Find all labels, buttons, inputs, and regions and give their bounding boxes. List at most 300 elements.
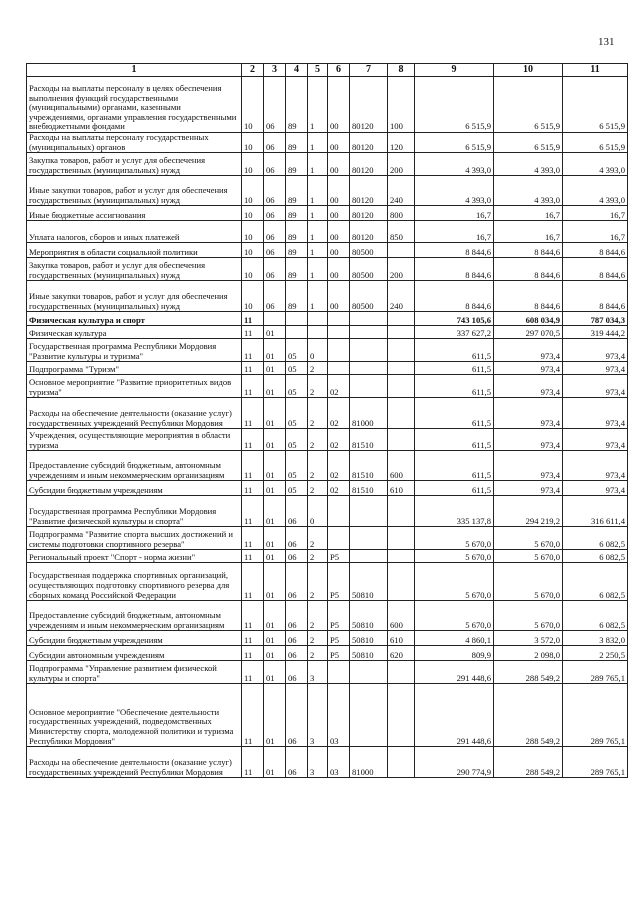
value-11-cell: 316 611,4 xyxy=(563,496,628,527)
code-2-cell: 11 xyxy=(242,631,264,646)
code-4-cell: 06 xyxy=(286,684,308,747)
code-3-cell: 06 xyxy=(264,281,286,312)
value-11-cell: 6 082,5 xyxy=(563,601,628,631)
value-11-cell: 289 765,1 xyxy=(563,684,628,747)
value-11-cell: 973,4 xyxy=(563,429,628,451)
code-2-cell: 11 xyxy=(242,601,264,631)
code-8-cell xyxy=(388,661,415,684)
value-9-cell: 16,7 xyxy=(415,221,494,243)
code-8-cell: 120 xyxy=(388,133,415,153)
code-8-cell: 800 xyxy=(388,206,415,221)
code-6-cell: 00 xyxy=(328,258,350,281)
value-9-cell: 290 774,9 xyxy=(415,747,494,778)
code-2-cell: 11 xyxy=(242,339,264,362)
code-2-cell: 11 xyxy=(242,398,264,429)
code-2-cell: 10 xyxy=(242,133,264,153)
code-5-cell: 2 xyxy=(308,398,328,429)
code-6-cell: 00 xyxy=(328,77,350,133)
value-11-cell: 6 515,9 xyxy=(563,77,628,133)
value-10-cell: 288 549,2 xyxy=(494,684,563,747)
code-5-cell: 1 xyxy=(308,221,328,243)
code-8-cell: 850 xyxy=(388,221,415,243)
value-11-cell: 973,4 xyxy=(563,481,628,496)
code-4-cell: 89 xyxy=(286,221,308,243)
code-6-cell: 02 xyxy=(328,375,350,398)
row-name-cell: Учреждения, осуществляющие мероприятия в области туризма xyxy=(27,429,242,451)
code-8-cell xyxy=(388,527,415,550)
code-3-cell: 06 xyxy=(264,258,286,281)
row-name-cell: Подпрограмма "Развитие спорта высших достижений и системы подготовки спортивного резерва" xyxy=(27,527,242,550)
code-3-cell: 01 xyxy=(264,747,286,778)
value-11-cell: 6 082,5 xyxy=(563,563,628,601)
value-11-cell: 973,4 xyxy=(563,398,628,429)
code-6-cell: 02 xyxy=(328,451,350,481)
code-5-cell: 2 xyxy=(308,646,328,661)
code-8-cell xyxy=(388,563,415,601)
code-2-cell: 10 xyxy=(242,221,264,243)
code-5-cell: 3 xyxy=(308,684,328,747)
code-3-cell: 06 xyxy=(264,77,286,133)
code-4-cell: 06 xyxy=(286,496,308,527)
code-5-cell: 2 xyxy=(308,429,328,451)
code-6-cell xyxy=(328,339,350,362)
code-2-cell: 10 xyxy=(242,176,264,206)
code-6-cell: P5 xyxy=(328,601,350,631)
code-7-cell xyxy=(350,339,388,362)
code-3-cell: 01 xyxy=(264,646,286,661)
code-7-cell: 81000 xyxy=(350,747,388,778)
col-header: 10 xyxy=(494,64,563,77)
code-6-cell xyxy=(328,661,350,684)
row-name-cell: Физическая культура xyxy=(27,326,242,339)
value-10-cell: 2 098,0 xyxy=(494,646,563,661)
code-6-cell: 00 xyxy=(328,221,350,243)
value-10-cell: 4 393,0 xyxy=(494,153,563,176)
code-6-cell: 03 xyxy=(328,684,350,747)
code-7-cell xyxy=(350,312,388,326)
code-3-cell: 06 xyxy=(264,153,286,176)
code-4-cell: 89 xyxy=(286,153,308,176)
value-9-cell: 337 627,2 xyxy=(415,326,494,339)
code-7-cell xyxy=(350,527,388,550)
code-4-cell: 05 xyxy=(286,362,308,375)
table-row xyxy=(27,563,628,601)
value-10-cell: 297 070,5 xyxy=(494,326,563,339)
header-row xyxy=(27,64,628,77)
code-3-cell: 01 xyxy=(264,326,286,339)
code-2-cell: 11 xyxy=(242,326,264,339)
code-6-cell xyxy=(328,326,350,339)
code-5-cell: 1 xyxy=(308,258,328,281)
code-3-cell: 01 xyxy=(264,362,286,375)
row-name-cell: Субсидии автономным учреждениям xyxy=(27,646,242,661)
value-10-cell: 608 034,9 xyxy=(494,312,563,326)
value-9-cell: 5 670,0 xyxy=(415,550,494,563)
value-11-cell: 16,7 xyxy=(563,221,628,243)
code-5-cell: 1 xyxy=(308,77,328,133)
value-9-cell: 4 393,0 xyxy=(415,176,494,206)
code-2-cell: 11 xyxy=(242,481,264,496)
code-7-cell: 81510 xyxy=(350,451,388,481)
table-row xyxy=(27,77,628,133)
code-4-cell: 89 xyxy=(286,176,308,206)
row-name-cell: Предоставление субсидий бюджетным, автономным учреждениям и иным некоммерческим организациям xyxy=(27,451,242,481)
row-name-cell: Субсидии бюджетным учреждениям xyxy=(27,481,242,496)
code-3-cell: 01 xyxy=(264,339,286,362)
code-4-cell: 06 xyxy=(286,527,308,550)
row-name-cell: Расходы на выплаты персоналу в целях обеспечения выполнения функций государственными (муниципальными) органами, казенными учреждениями, органами управления государственными внебюджетными фондами xyxy=(27,77,242,133)
code-5-cell: 2 xyxy=(308,527,328,550)
code-7-cell: 81510 xyxy=(350,481,388,496)
code-2-cell: 11 xyxy=(242,550,264,563)
code-8-cell: 240 xyxy=(388,176,415,206)
code-7-cell: 80120 xyxy=(350,206,388,221)
code-4-cell: 89 xyxy=(286,281,308,312)
row-name-cell: Основное мероприятие "Развитие приоритетных видов туризма" xyxy=(27,375,242,398)
value-11-cell: 8 844,6 xyxy=(563,243,628,258)
col-header: 4 xyxy=(286,64,308,77)
code-6-cell: P5 xyxy=(328,631,350,646)
code-5-cell: 1 xyxy=(308,243,328,258)
table-row xyxy=(27,661,628,684)
code-6-cell xyxy=(328,312,350,326)
code-2-cell: 11 xyxy=(242,429,264,451)
code-8-cell xyxy=(388,375,415,398)
code-4-cell: 06 xyxy=(286,661,308,684)
code-8-cell xyxy=(388,684,415,747)
value-11-cell: 289 765,1 xyxy=(563,661,628,684)
code-7-cell: 50810 xyxy=(350,563,388,601)
value-9-cell: 8 844,6 xyxy=(415,258,494,281)
code-2-cell: 11 xyxy=(242,661,264,684)
code-4-cell: 05 xyxy=(286,339,308,362)
value-11-cell: 973,4 xyxy=(563,362,628,375)
code-4-cell: 06 xyxy=(286,646,308,661)
value-11-cell: 973,4 xyxy=(563,451,628,481)
table-row xyxy=(27,258,628,281)
value-11-cell: 6 515,9 xyxy=(563,133,628,153)
table-row xyxy=(27,631,628,646)
code-5-cell: 2 xyxy=(308,563,328,601)
value-11-cell: 16,7 xyxy=(563,206,628,221)
value-10-cell: 973,4 xyxy=(494,451,563,481)
code-2-cell: 10 xyxy=(242,281,264,312)
row-name-cell: Государственная поддержка спортивных организаций, осуществляющих подготовку спортивного резерва для сборных команд Российской Федерации xyxy=(27,563,242,601)
code-5-cell: 2 xyxy=(308,375,328,398)
value-10-cell: 288 549,2 xyxy=(494,661,563,684)
code-3-cell: 01 xyxy=(264,451,286,481)
row-name-cell: Основное мероприятие "Обеспечение деятельности государственных учреждений, подведомственных Министерству спорта, молодежной политики и туризма Республики Мордовия" xyxy=(27,684,242,747)
value-10-cell: 16,7 xyxy=(494,221,563,243)
value-10-cell: 3 572,0 xyxy=(494,631,563,646)
row-name-cell: Иные закупки товаров, работ и услуг для обеспечения государственных (муниципальных) нужд xyxy=(27,176,242,206)
code-3-cell: 06 xyxy=(264,133,286,153)
code-3-cell: 01 xyxy=(264,429,286,451)
code-3-cell: 01 xyxy=(264,550,286,563)
table-row xyxy=(27,221,628,243)
code-7-cell: 80120 xyxy=(350,153,388,176)
code-8-cell xyxy=(388,362,415,375)
code-6-cell xyxy=(328,362,350,375)
code-4-cell: 89 xyxy=(286,258,308,281)
code-4-cell: 05 xyxy=(286,375,308,398)
code-3-cell: 06 xyxy=(264,176,286,206)
value-9-cell: 809,9 xyxy=(415,646,494,661)
code-2-cell: 11 xyxy=(242,375,264,398)
value-9-cell: 611,5 xyxy=(415,362,494,375)
code-6-cell: P5 xyxy=(328,646,350,661)
code-7-cell: 80120 xyxy=(350,221,388,243)
code-4-cell: 05 xyxy=(286,398,308,429)
value-11-cell: 973,4 xyxy=(563,375,628,398)
row-name-cell: Региональный проект "Спорт - норма жизни" xyxy=(27,550,242,563)
code-6-cell: 00 xyxy=(328,206,350,221)
code-5-cell: 3 xyxy=(308,661,328,684)
value-9-cell: 611,5 xyxy=(415,481,494,496)
row-name-cell: Подпрограмма "Управление развитием физической культуры и спорта" xyxy=(27,661,242,684)
value-9-cell: 6 515,9 xyxy=(415,77,494,133)
code-8-cell xyxy=(388,339,415,362)
code-3-cell xyxy=(264,312,286,326)
value-9-cell: 4 860,1 xyxy=(415,631,494,646)
table-row xyxy=(27,243,628,258)
code-2-cell: 11 xyxy=(242,451,264,481)
col-header: 1 xyxy=(27,64,242,77)
value-11-cell: 973,4 xyxy=(563,339,628,362)
row-name-cell: Мероприятия в области социальной политики xyxy=(27,243,242,258)
table-row xyxy=(27,481,628,496)
code-7-cell: 81000 xyxy=(350,398,388,429)
code-5-cell: 0 xyxy=(308,496,328,527)
value-9-cell: 611,5 xyxy=(415,451,494,481)
page-number: 131 xyxy=(598,36,615,48)
table-row xyxy=(27,326,628,339)
table-row xyxy=(27,281,628,312)
value-10-cell: 288 549,2 xyxy=(494,747,563,778)
value-9-cell: 8 844,6 xyxy=(415,243,494,258)
value-11-cell: 319 444,2 xyxy=(563,326,628,339)
value-10-cell: 5 670,0 xyxy=(494,563,563,601)
row-name-cell: Физическая культура и спорт xyxy=(27,312,242,326)
table-row xyxy=(27,550,628,563)
table-row xyxy=(27,684,628,747)
code-8-cell xyxy=(388,398,415,429)
code-4-cell: 89 xyxy=(286,243,308,258)
code-3-cell: 01 xyxy=(264,496,286,527)
code-8-cell: 600 xyxy=(388,601,415,631)
code-5-cell: 1 xyxy=(308,153,328,176)
code-3-cell: 01 xyxy=(264,601,286,631)
value-9-cell: 611,5 xyxy=(415,339,494,362)
code-6-cell: 00 xyxy=(328,133,350,153)
code-8-cell: 610 xyxy=(388,631,415,646)
code-7-cell: 80500 xyxy=(350,243,388,258)
code-3-cell: 06 xyxy=(264,221,286,243)
table-row xyxy=(27,339,628,362)
row-name-cell: Закупка товаров, работ и услуг для обеспечения государственных (муниципальных) нужд xyxy=(27,153,242,176)
row-name-cell: Иные закупки товаров, работ и услуг для обеспечения государственных (муниципальных) нужд xyxy=(27,281,242,312)
value-11-cell: 8 844,6 xyxy=(563,281,628,312)
table-row xyxy=(27,398,628,429)
code-6-cell: 00 xyxy=(328,281,350,312)
code-5-cell: 3 xyxy=(308,747,328,778)
row-name-cell: Расходы на обеспечение деятельности (оказание услуг) государственных учреждений Республики Мордовия xyxy=(27,398,242,429)
col-header: 3 xyxy=(264,64,286,77)
value-10-cell: 4 393,0 xyxy=(494,176,563,206)
code-7-cell xyxy=(350,684,388,747)
row-name-cell: Закупка товаров, работ и услуг для обеспечения государственных (муниципальных) нужд xyxy=(27,258,242,281)
code-8-cell: 240 xyxy=(388,281,415,312)
col-header: 2 xyxy=(242,64,264,77)
code-7-cell: 81510 xyxy=(350,429,388,451)
code-5-cell: 2 xyxy=(308,451,328,481)
code-8-cell xyxy=(388,312,415,326)
code-2-cell: 11 xyxy=(242,684,264,747)
row-name-cell: Предоставление субсидий бюджетным, автономным учреждениям и иным некоммерческим организациям xyxy=(27,601,242,631)
row-name-cell: Расходы на выплаты персоналу государственных (муниципальных) органов xyxy=(27,133,242,153)
code-3-cell: 01 xyxy=(264,684,286,747)
code-5-cell: 2 xyxy=(308,481,328,496)
code-3-cell: 01 xyxy=(264,375,286,398)
table-row xyxy=(27,747,628,778)
code-4-cell: 05 xyxy=(286,451,308,481)
code-2-cell: 10 xyxy=(242,206,264,221)
row-name-cell: Уплата налогов, сборов и иных платежей xyxy=(27,221,242,243)
value-10-cell: 5 670,0 xyxy=(494,527,563,550)
code-7-cell xyxy=(350,661,388,684)
code-8-cell: 200 xyxy=(388,258,415,281)
code-5-cell xyxy=(308,312,328,326)
code-4-cell xyxy=(286,312,308,326)
code-4-cell: 89 xyxy=(286,206,308,221)
code-7-cell: 80500 xyxy=(350,281,388,312)
table-row xyxy=(27,451,628,481)
code-2-cell: 10 xyxy=(242,243,264,258)
value-11-cell: 8 844,6 xyxy=(563,258,628,281)
value-11-cell: 2 250,5 xyxy=(563,646,628,661)
value-9-cell: 611,5 xyxy=(415,375,494,398)
value-10-cell: 8 844,6 xyxy=(494,281,563,312)
table-row xyxy=(27,601,628,631)
value-11-cell: 4 393,0 xyxy=(563,153,628,176)
value-9-cell: 291 448,6 xyxy=(415,684,494,747)
code-7-cell xyxy=(350,362,388,375)
code-6-cell: 00 xyxy=(328,243,350,258)
code-4-cell: 05 xyxy=(286,429,308,451)
value-9-cell: 4 393,0 xyxy=(415,153,494,176)
code-7-cell: 80120 xyxy=(350,176,388,206)
value-10-cell: 8 844,6 xyxy=(494,258,563,281)
row-name-cell: Государственная программа Республики Мордовия "Развитие культуры и туризма" xyxy=(27,339,242,362)
code-7-cell: 80120 xyxy=(350,77,388,133)
table-row xyxy=(27,496,628,527)
value-10-cell: 6 515,9 xyxy=(494,133,563,153)
code-2-cell: 10 xyxy=(242,258,264,281)
value-9-cell: 743 105,6 xyxy=(415,312,494,326)
table-row xyxy=(27,362,628,375)
code-6-cell: 02 xyxy=(328,398,350,429)
code-6-cell: P5 xyxy=(328,563,350,601)
code-5-cell: 2 xyxy=(308,601,328,631)
code-7-cell: 50810 xyxy=(350,601,388,631)
table-row xyxy=(27,312,628,326)
code-7-cell: 50810 xyxy=(350,646,388,661)
code-5-cell: 1 xyxy=(308,281,328,312)
code-5-cell: 0 xyxy=(308,339,328,362)
code-4-cell: 05 xyxy=(286,481,308,496)
code-3-cell: 01 xyxy=(264,661,286,684)
code-8-cell xyxy=(388,326,415,339)
col-header: 9 xyxy=(415,64,494,77)
code-8-cell: 610 xyxy=(388,481,415,496)
code-3-cell: 01 xyxy=(264,481,286,496)
value-9-cell: 611,5 xyxy=(415,398,494,429)
col-header: 7 xyxy=(350,64,388,77)
code-3-cell: 01 xyxy=(264,527,286,550)
code-8-cell xyxy=(388,747,415,778)
table-row xyxy=(27,527,628,550)
code-8-cell xyxy=(388,550,415,563)
code-5-cell: 1 xyxy=(308,133,328,153)
value-11-cell: 3 832,0 xyxy=(563,631,628,646)
code-7-cell xyxy=(350,326,388,339)
col-header: 6 xyxy=(328,64,350,77)
code-2-cell: 10 xyxy=(242,153,264,176)
code-8-cell xyxy=(388,496,415,527)
value-9-cell: 5 670,0 xyxy=(415,601,494,631)
code-8-cell: 620 xyxy=(388,646,415,661)
code-4-cell: 06 xyxy=(286,601,308,631)
code-3-cell: 01 xyxy=(264,631,286,646)
code-5-cell: 2 xyxy=(308,550,328,563)
code-8-cell: 100 xyxy=(388,77,415,133)
code-4-cell xyxy=(286,326,308,339)
value-9-cell: 5 670,0 xyxy=(415,527,494,550)
code-4-cell: 06 xyxy=(286,747,308,778)
value-10-cell: 294 219,2 xyxy=(494,496,563,527)
code-5-cell: 1 xyxy=(308,206,328,221)
code-2-cell: 11 xyxy=(242,496,264,527)
budget-table xyxy=(26,63,628,778)
value-10-cell: 973,4 xyxy=(494,339,563,362)
code-8-cell xyxy=(388,429,415,451)
code-7-cell xyxy=(350,550,388,563)
code-3-cell: 06 xyxy=(264,243,286,258)
value-11-cell: 289 765,1 xyxy=(563,747,628,778)
value-10-cell: 973,4 xyxy=(494,481,563,496)
value-11-cell: 6 082,5 xyxy=(563,527,628,550)
code-2-cell: 11 xyxy=(242,646,264,661)
code-6-cell xyxy=(328,527,350,550)
code-6-cell: 02 xyxy=(328,481,350,496)
value-9-cell: 611,5 xyxy=(415,429,494,451)
code-3-cell: 01 xyxy=(264,563,286,601)
value-9-cell: 291 448,6 xyxy=(415,661,494,684)
row-name-cell: Государственная программа Республики Мордовия "Развитие физической культуры и спорта" xyxy=(27,496,242,527)
value-11-cell: 6 082,5 xyxy=(563,550,628,563)
value-10-cell: 973,4 xyxy=(494,398,563,429)
code-2-cell: 11 xyxy=(242,312,264,326)
code-6-cell: 00 xyxy=(328,176,350,206)
code-8-cell: 600 xyxy=(388,451,415,481)
table-row xyxy=(27,176,628,206)
code-6-cell: 00 xyxy=(328,153,350,176)
table-row xyxy=(27,206,628,221)
code-2-cell: 11 xyxy=(242,527,264,550)
value-10-cell: 5 670,0 xyxy=(494,550,563,563)
code-4-cell: 06 xyxy=(286,631,308,646)
value-11-cell: 4 393,0 xyxy=(563,176,628,206)
